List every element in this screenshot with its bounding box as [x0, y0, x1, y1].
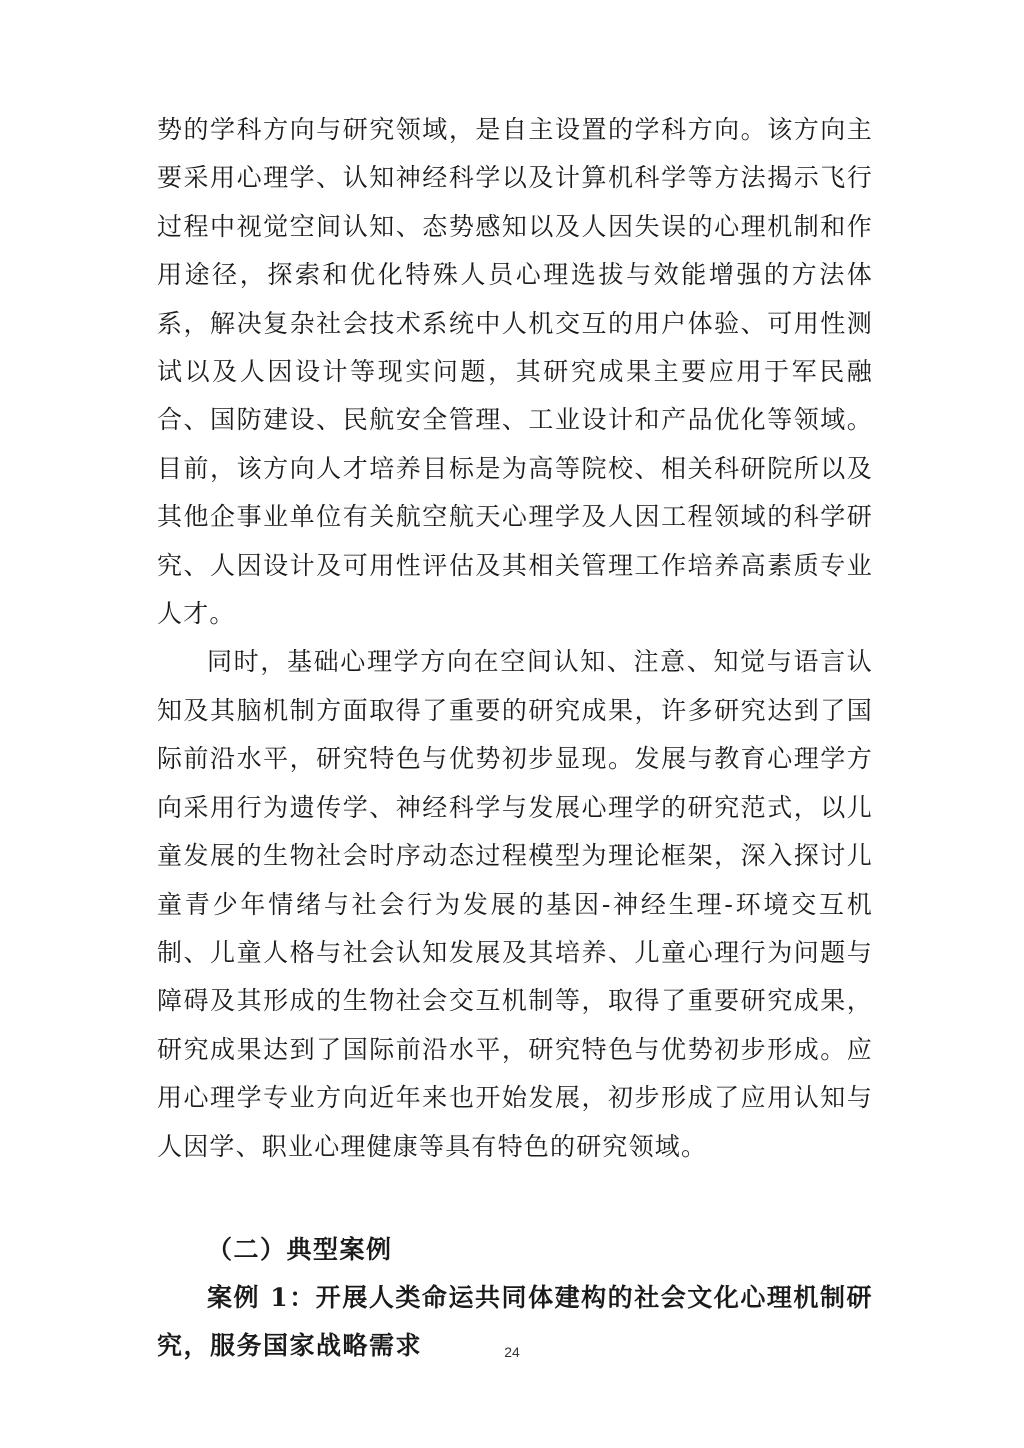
paragraph-continuation: 势的学科方向与研究领域，是自主设置的学科方向。该方向主要采用心理学、认知神经科学以及计算机科学等方法揭示飞行过程中视觉空间认知、态势感知以及人因失误的心理机制和作用途径，探索和优化特殊人员心理选拔与效能增强的方法体系，解决复杂社会技术系统中人机交互的用户体验、可用性测试以及人因设计等现实问题，其研究成果主要应用于军民融合、国防建设、民航安全管理、工业设计和产品优化等领域。目前，该方向人才培养目标是为高等院校、相关科研院所以及其他企事业单位有关航空航天心理学及人因工程领域的科学研究、人因设计及可用性评估及其相关管理工作培养高素质专业人才。: [157, 115, 873, 629]
section-heading: （二）典型案例: [207, 1234, 393, 1264]
page-number: 24: [504, 1344, 520, 1360]
page-content: [157, 106, 873, 1370]
case-heading: 案例 1：开展人类命运共同体建构的社会文化心理机制研究，服务国家战略需求: [157, 1282, 873, 1360]
paragraph-research-directions: 同时，基础心理学方向在空间认知、注意、知觉与语言认知及其脑机制方面取得了重要的研究成果，许多研究达到了国际前沿水平，研究特色与优势初步显现。发展与教育心理学方向采用行为遗传学、神经科学与发展心理学的研究范式，以儿童发展的生物社会时序动态过程模型为理论框架，深入探讨儿童青少年情绪与社会行为发展的基因-神经生理-环境交互机制、儿童人格与社会认知发展及其培养、儿童心理行为问题与障碍及其形成的生物社会交互机制等，取得了重要研究成果，研究成果达到了国际前沿水平，研究特色与优势初步形成。应用心理学专业方向近年来也开始发展，初步形成了应用认知与人因学、职业心理健康等具有特色的研究领域。: [157, 647, 873, 1161]
